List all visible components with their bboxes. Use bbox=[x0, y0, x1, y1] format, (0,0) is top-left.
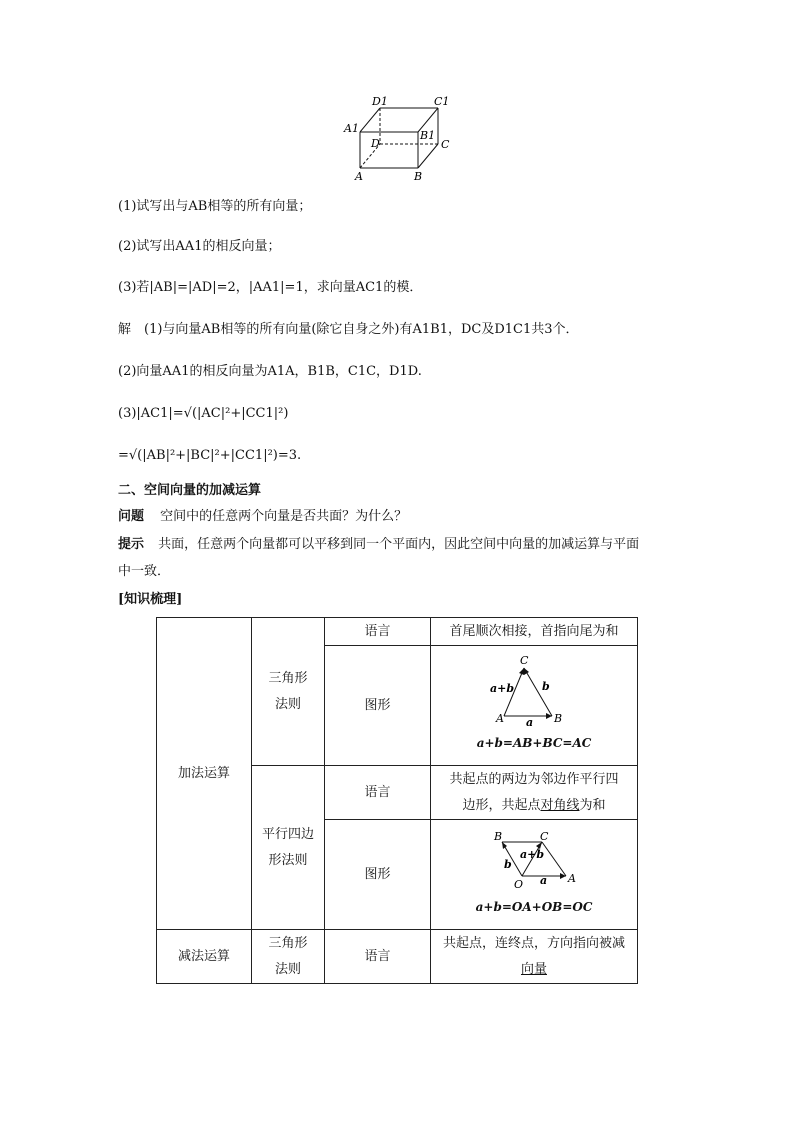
tri-text-cell: 首尾顺次相接，首指向尾为和 bbox=[431, 618, 638, 646]
problem-text: 空间中的任意两个向量是否共面？为什么？ bbox=[160, 509, 408, 524]
knowledge-table bbox=[156, 617, 638, 984]
fig-label: a+b bbox=[490, 681, 515, 695]
triangle-rule-figure bbox=[454, 654, 614, 726]
hint-text-1: 共面，任意两个向量都可以平移到同一个平面内，因此空间中向量的加减运算与平面 bbox=[158, 537, 640, 552]
hint-label: 提示 bbox=[118, 537, 145, 552]
fig-label: B bbox=[554, 711, 563, 725]
language-cell: 语言 bbox=[325, 618, 431, 646]
fig-label: A bbox=[496, 711, 504, 725]
solution-3b: =√(|AB|²+|BC|²+|CC1|²)=3. bbox=[118, 448, 302, 463]
cube-label: D bbox=[371, 137, 380, 150]
fig-label: a bbox=[540, 873, 548, 887]
triangle-rule-cell: 三角形 法则 bbox=[252, 618, 325, 766]
figure-cell: 图形 bbox=[325, 646, 431, 766]
fig-label: A bbox=[568, 871, 576, 885]
cube-label: A bbox=[355, 170, 363, 183]
parallelogram-rule-cell: 平行四边 形法则 bbox=[252, 766, 325, 930]
question-3: (3)若|AB|=|AD|=2，|AA1|=1，求向量AC1的模． bbox=[118, 280, 423, 295]
cube-label: B1 bbox=[420, 129, 436, 142]
sub-op-cell: 减法运算 bbox=[157, 930, 252, 984]
question-1: (1)试写出与AB相等的所有向量； bbox=[118, 199, 312, 214]
cube-label: D1 bbox=[372, 95, 388, 108]
sub-triangle-rule-cell: 三角形 法则 bbox=[252, 930, 325, 984]
fig-label: B bbox=[494, 829, 503, 843]
cube-label: A1 bbox=[344, 122, 359, 135]
parallelogram-rule-figure bbox=[454, 830, 614, 892]
para-figure-cell bbox=[431, 820, 638, 930]
hint-line-2: 中一致． bbox=[118, 564, 171, 579]
problem-line bbox=[118, 507, 407, 527]
para-text-cell: 共起点的两边为邻边作平行四 边形，共起点对角线为和 bbox=[431, 766, 638, 820]
cube-label: C1 bbox=[434, 95, 450, 108]
solution-3a: (3)|AC1|=√(|AC|²+|CC1|²) bbox=[118, 406, 289, 421]
language-cell: 语言 bbox=[325, 766, 431, 820]
fig-label: C bbox=[520, 653, 529, 667]
add-op-cell: 加法运算 bbox=[157, 618, 252, 930]
section-title: 二、空间向量的加减运算 bbox=[118, 483, 262, 498]
fig-label: C bbox=[540, 829, 549, 843]
fig-label: O bbox=[514, 877, 524, 891]
cube-label: B bbox=[414, 170, 423, 183]
tri-figure-cell bbox=[431, 646, 638, 766]
question-2: (2)试写出AA1的相反向量； bbox=[118, 239, 281, 254]
tri-formula: a+b=AB+BC=AC bbox=[476, 735, 592, 750]
solution-2: (2)向量AA1的相反向量为A1A，B1B，C1C，D1D. bbox=[118, 364, 422, 379]
fig-label: a bbox=[526, 715, 534, 726]
knowledge-label: [知识梳理] bbox=[118, 592, 183, 607]
figure-cell: 图形 bbox=[325, 820, 431, 930]
sub-text-cell: 共起点，连终点，方向指向被减 向量 bbox=[431, 930, 638, 984]
para-formula: a+b=OA+OB=OC bbox=[475, 899, 593, 914]
hint-line-1 bbox=[118, 535, 639, 555]
fig-label: b bbox=[504, 857, 512, 871]
problem-label: 问题 bbox=[118, 509, 145, 524]
cube-figure bbox=[340, 92, 460, 184]
language-cell: 语言 bbox=[325, 930, 431, 984]
cube-label: C bbox=[441, 138, 450, 151]
fig-label: a+b bbox=[520, 847, 545, 861]
solution-1: 解 (1)与向量AB相等的所有向量(除它自身之外)有A1B1，DC及D1C1共3个． bbox=[118, 322, 579, 337]
fig-label: b bbox=[542, 679, 550, 693]
